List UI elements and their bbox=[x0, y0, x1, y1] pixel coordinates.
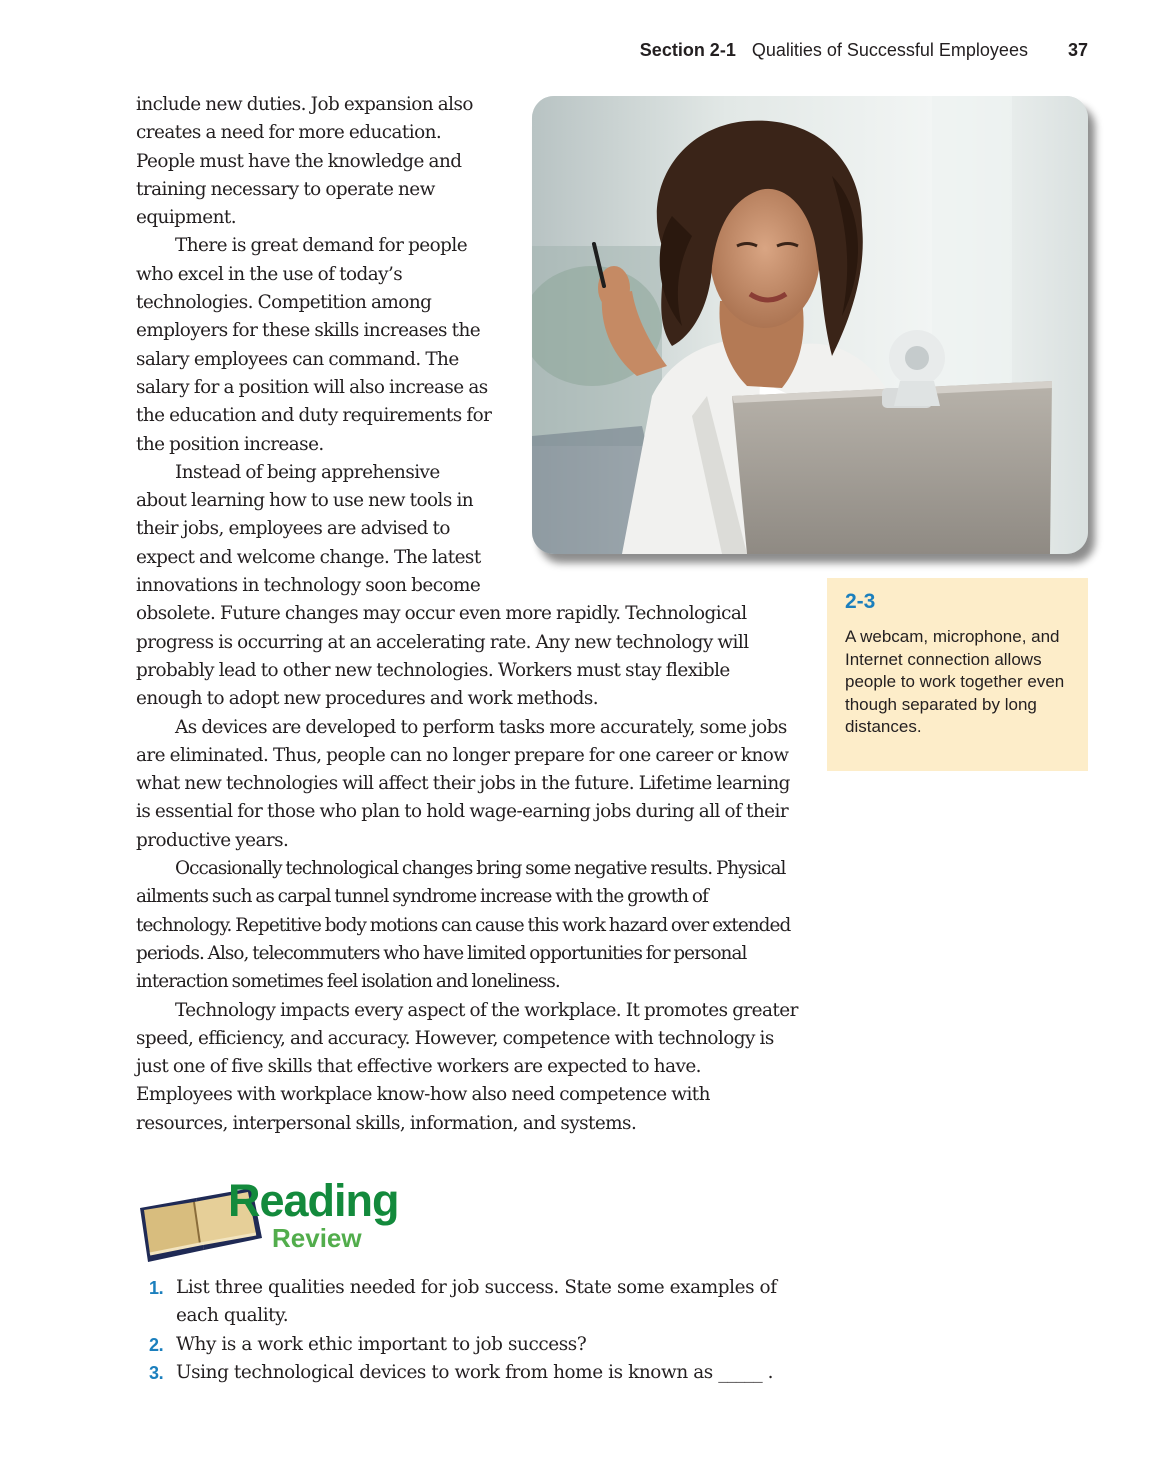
question-text: List three qualities needed for job success. State some examples of each quality. bbox=[176, 1277, 777, 1327]
review-question bbox=[146, 1331, 806, 1359]
section-label: Section 2-1 bbox=[639, 40, 736, 60]
question-number: 2. bbox=[149, 1334, 164, 1355]
paragraph-4: As devices are developed to perform tasks more accurately, some jobs are eliminated. Thus, people can no longer prepare for one career or know what new technologies will affect their jobs in the future. Lifetime learning is essential for those who plan to hold wage-earning jobs during all of their productive years. bbox=[136, 716, 790, 851]
figure-caption: A webcam, microphone, and Internet connection allows people to work together even though separated by long distances. bbox=[845, 627, 1065, 737]
section-title: Qualities of Successful Employees bbox=[751, 40, 1028, 60]
paragraph-3: Instead of being apprehensive about learning how to use new tools in their jobs, employees are advised to expect and welcome change. The latest innovations in technology soon become obsolete. Future changes may occur even more rapidly. Technological progress is occurring at an accelerating rate. Any new technology will probably lead to other new technologies. Workers must stay flexible enough to adopt new procedures and work methods. bbox=[136, 461, 749, 710]
reading-review-subtitle: Review bbox=[272, 1223, 362, 1253]
paragraph-1: include new duties. Job expansion also creates a need for more education. People must have the knowledge and training necessary to operate new equipment. bbox=[136, 94, 473, 229]
reading-review-title: Reading bbox=[228, 1175, 399, 1226]
review-questions bbox=[146, 1274, 806, 1387]
paragraph-6: Technology impacts every aspect of the workplace. It promotes greater speed, efficiency, and accuracy. However, competence with technology is just one of five skills that effective workers are expected to have. Employees with workplace know-how also need competence with resources, interpersonal skills, information, and systems. bbox=[136, 999, 798, 1134]
review-question bbox=[146, 1359, 806, 1387]
figure-wrap-space bbox=[494, 91, 800, 588]
review-question bbox=[146, 1274, 806, 1331]
question-text: Why is a work ethic important to job success? bbox=[176, 1333, 587, 1355]
running-header bbox=[640, 40, 1088, 61]
figure-caption-box bbox=[827, 578, 1088, 771]
question-number: 1. bbox=[149, 1278, 164, 1298]
figure-number: 2-3 bbox=[845, 590, 876, 613]
paragraph-2: There is great demand for people who excel in the use of today’s technologies. Competition among employers for these skills increases the salary employees can command. The salary for a position will also increase as the education and duty requirements for the position increase. bbox=[136, 235, 492, 455]
paragraph-5: Occasionally technological changes bring some negative results. Physical ailments such as carpal tunnel syndrome increase with the growth of technology. Repetitive body motions can cause this work hazard over extended periods. Also, telecommuters who have limited opportunities for personal interaction sometimes feel isolation and loneliness. bbox=[136, 858, 791, 993]
question-number: 3. bbox=[149, 1362, 164, 1383]
body-text bbox=[136, 91, 800, 1138]
question-text: Using technological devices to work from home is known as _____ . bbox=[176, 1361, 774, 1383]
page-number: 37 bbox=[1067, 40, 1088, 60]
